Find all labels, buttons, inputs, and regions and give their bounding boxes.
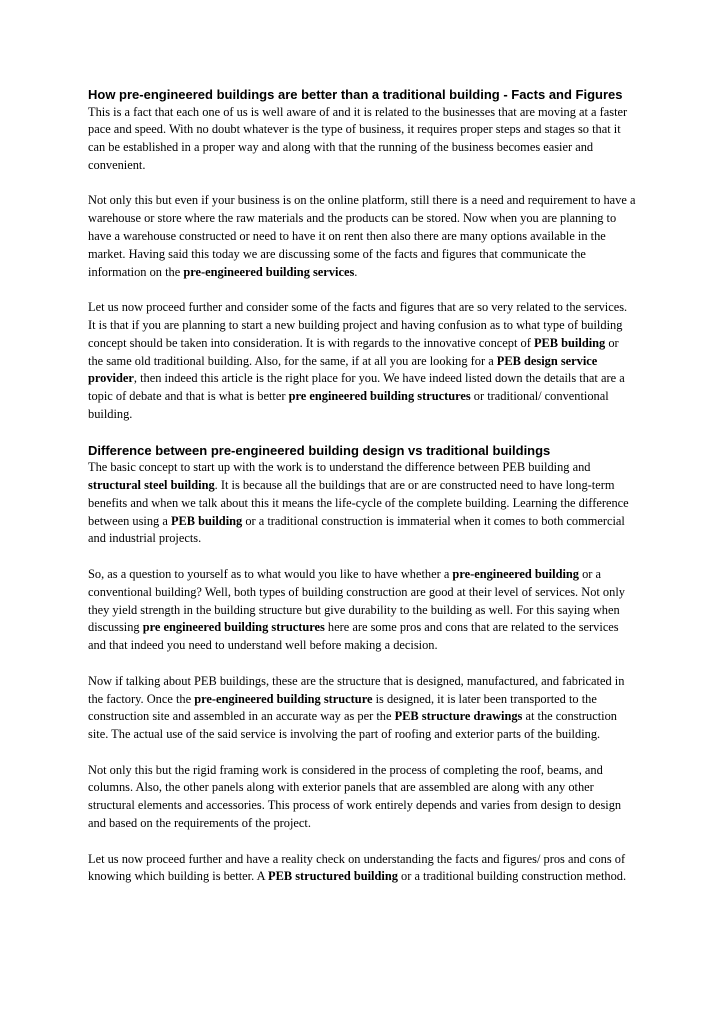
paragraph-text: is designed, it is later been transported to the construction site and assembled in an accurate way as per the <box>88 691 597 724</box>
paragraph-text: So, as a question to yourself as to what would you like to have whether a <box>88 566 453 581</box>
bold-term: PEB building <box>533 335 606 350</box>
paragraph-proceed-further <box>88 299 636 424</box>
paragraph-peb-buildings <box>88 673 636 744</box>
paragraph-text: or a conventional building? Well, both types of building construction are good at their level of services. Not only they yield strength in the building structure but give durability to the building as well. For this saying when discussing <box>88 566 625 635</box>
bold-term: pre-engineered building structure <box>194 691 373 706</box>
paragraph-text: Not only this but the rigid framing work is considered in the process of completing the roof, beams, and columns. Also, the other panels along with exterior panels that are assembled are along with any other structural elements and accessories. This process of work entirely depends and varies from design to design and based on the requirements of the project. <box>88 762 622 831</box>
bold-term: pre engineered building structures <box>288 389 471 404</box>
paragraph-text: or a traditional building construction method. <box>397 869 627 884</box>
paragraph-text: Let us now proceed further and have a reality check on understanding the facts and figures/ pros and cons of knowing which building is better. A <box>88 851 626 884</box>
paragraph-basic-concept <box>88 459 636 548</box>
paragraph-text: . It is because all the buildings that are or are constructed need to have long-term benefits and when we talk about this it means the life-cycle of the complete building. Learning the difference between using a <box>88 477 629 528</box>
paragraph-text: here are some pros and cons that are related to the services and that indeed you need to understand well before making a decision. <box>88 620 619 653</box>
bold-term: structural steel building <box>88 477 215 492</box>
paragraph-question <box>88 566 636 655</box>
paragraph-text: The basic concept to start up with the work is to understand the difference between PEB building and <box>88 460 591 475</box>
paragraph-reality-check <box>88 851 636 887</box>
paragraph-text: . <box>354 264 358 279</box>
paragraph-text: , then indeed this article is the right place for you. We have indeed listed down the details that are a topic of debate and that is what is better <box>88 371 625 404</box>
paragraph-text: or the same old traditional building. Also, for the same, if at all you are looking for a <box>88 335 619 368</box>
document-content <box>88 86 636 886</box>
bold-term: pre-engineered building <box>452 566 579 581</box>
paragraph-online-platform <box>88 192 636 281</box>
paragraph-text: or traditional/ conventional building. <box>88 389 609 422</box>
section-heading-facts-and-figures: How pre-engineered buildings are better than a traditional building - Facts and Figures <box>88 87 623 102</box>
bold-term: PEB structured building <box>268 869 398 884</box>
paragraph-text: Not only this but even if your business is on the online platform, still there is a need and requirement to have a warehouse or store where the raw materials and the products can be stored. Now when you are planning to have a warehouse constructed or need to have it on rent then also there are many options available in the market. Having said this today we are discussing some of the facts and figures that communicate the information on the <box>88 193 636 279</box>
section-heading-difference: Difference between pre-engineered building design vs traditional buildings <box>88 442 551 458</box>
paragraph-rigid-framing <box>88 762 636 833</box>
bold-term: PEB design service provider <box>88 353 598 386</box>
bold-term: pre-engineered building services <box>183 264 355 279</box>
bold-term: pre engineered building structures <box>142 620 325 635</box>
paragraph-intro <box>88 104 636 175</box>
paragraph-text: at the construction site. The actual use of the said service is involving the part of roofing and exterior parts of the building. <box>88 709 617 742</box>
paragraph-text: This is a fact that each one of us is well aware of and it is related to the businesses that are moving at a faster pace and speed. With no doubt whatever is the type of business, it requires proper steps and stages so that it can be established in a proper way and along with that the running of the business becomes easier and convenient. <box>88 104 628 172</box>
paragraph-text: or a traditional construction is immaterial when it comes to both commercial and industrial projects. <box>88 513 625 546</box>
bold-term: PEB building <box>170 513 243 528</box>
paragraph-text: Let us now proceed further and consider some of the facts and figures that are so very related to the services. It is that if you are planning to start a new building project and having confusion as to what type of building concept should be taken into consideration. It is with regards to the innovative concept of <box>88 300 628 350</box>
bold-term: PEB structure drawings <box>394 709 523 724</box>
paragraph-text: Now if talking about PEB buildings, these are the structure that is designed, manufactured, and fabricated in the factory. Once the <box>88 673 625 706</box>
